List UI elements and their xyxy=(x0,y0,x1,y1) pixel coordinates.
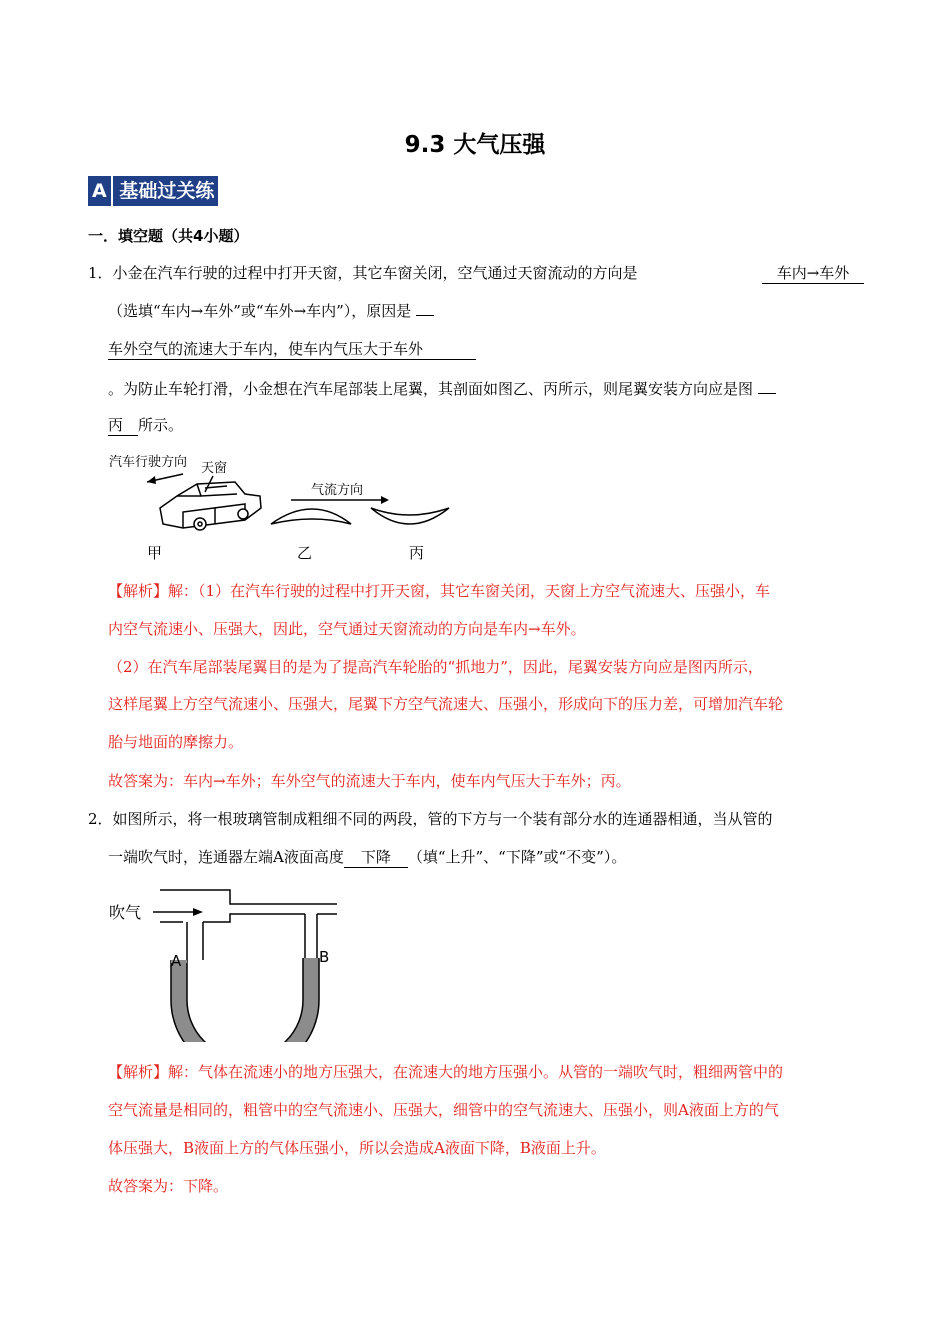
a1-line5: 胎与地面的摩擦力。 xyxy=(108,733,244,751)
label-yi: 乙 xyxy=(297,544,313,562)
car-direction-label: 汽车行驶方向 xyxy=(109,455,188,470)
q1-answer2: 车外空气的流速大于车内，使车内气压大于车外 xyxy=(108,338,476,360)
section-heading: 一．填空题（共4小题） xyxy=(88,227,249,245)
a2-line4: 故答案为：下降。 xyxy=(108,1177,229,1195)
q1-line4: 。为防止车轮打滑，小金想在汽车尾部装上尾翼，其剖面如图乙、丙所示，则尾翼安装方向应是图 xyxy=(108,378,776,399)
wing-bing-icon xyxy=(371,508,449,524)
wing-yi-icon xyxy=(271,509,351,524)
q2-line2: 一端吹气时，连通器左端A液面高度 下降 （填“上升”、“下降”或“不变”）。 xyxy=(108,848,627,866)
airflow-label: 气流方向 xyxy=(311,483,364,498)
car-icon xyxy=(160,482,261,530)
q1-answer1: 车内→车外 xyxy=(762,262,864,284)
a2-line2: 空气流量是相同的，粗管中的空气流速小、压强大，细管中的空气流速大、压强小，则A液面上方的气 xyxy=(108,1101,779,1119)
q2-line1: 2．如图所示，将一根玻璃管制成粗细不同的两段，管的下方与一个装有部分水的连通器相通，当从管的 xyxy=(88,810,773,828)
q1-line2: （选填“车内→车外”或“车外→车内”），原因是 xyxy=(108,300,434,321)
a1-line1: 【解析】解：（1）在汽车行驶的过程中打开天窗，其它车窗关闭，天窗上方空气流速大、压强小，车 xyxy=(108,582,771,600)
label-a: A xyxy=(171,952,182,970)
q1-line1: 1．小金在汽车行驶的过程中打开天窗，其它车窗关闭，空气通过天窗流动的方向是 xyxy=(88,264,638,282)
label-jia: 甲 xyxy=(147,544,163,562)
level-badge xyxy=(88,176,218,206)
q2-answer: 下降 xyxy=(344,846,408,868)
blow-label: 吹气 xyxy=(109,903,142,922)
a2-line3: 体压强大，B液面上方的气体压强小，所以会造成A液面下降，B液面上升。 xyxy=(108,1139,606,1157)
a1-line2: 内空气流速小、压强大，因此，空气通过天窗流动的方向是车内→车外。 xyxy=(108,620,586,638)
level-letter: A xyxy=(88,176,113,206)
a1-line4: 这样尾翼上方空气流速小、压强大，尾翼下方空气流速大、压强小，形成向下的压力差，可增加汽车轮 xyxy=(108,695,784,713)
sunroof-label: 天窗 xyxy=(201,461,228,476)
level-label: 基础过关练 xyxy=(119,180,215,202)
a1-line3: （2）在汽车尾部装尾翼目的是为了提高汽车轮胎的“抓地力”，因此，尾翼安装方向应是图丙所示， xyxy=(108,658,763,676)
a2-line1: 【解析】解：气体在流速小的地方压强大，在流速大的地方压强小。从管的一端吹气时，粗细两管中的 xyxy=(108,1063,784,1081)
label-b: B xyxy=(319,948,330,966)
q1-figure xyxy=(105,448,465,566)
q2-figure xyxy=(105,880,345,1042)
a1-line6: 故答案为：车内→车外；车外空气的流速大于车内，使车内气压大于车外；丙。 xyxy=(108,772,631,790)
q1-line5: 丙 所示。 xyxy=(108,416,184,434)
page-title: 9.3 大气压强 xyxy=(404,132,546,158)
label-bing: 丙 xyxy=(409,544,425,562)
